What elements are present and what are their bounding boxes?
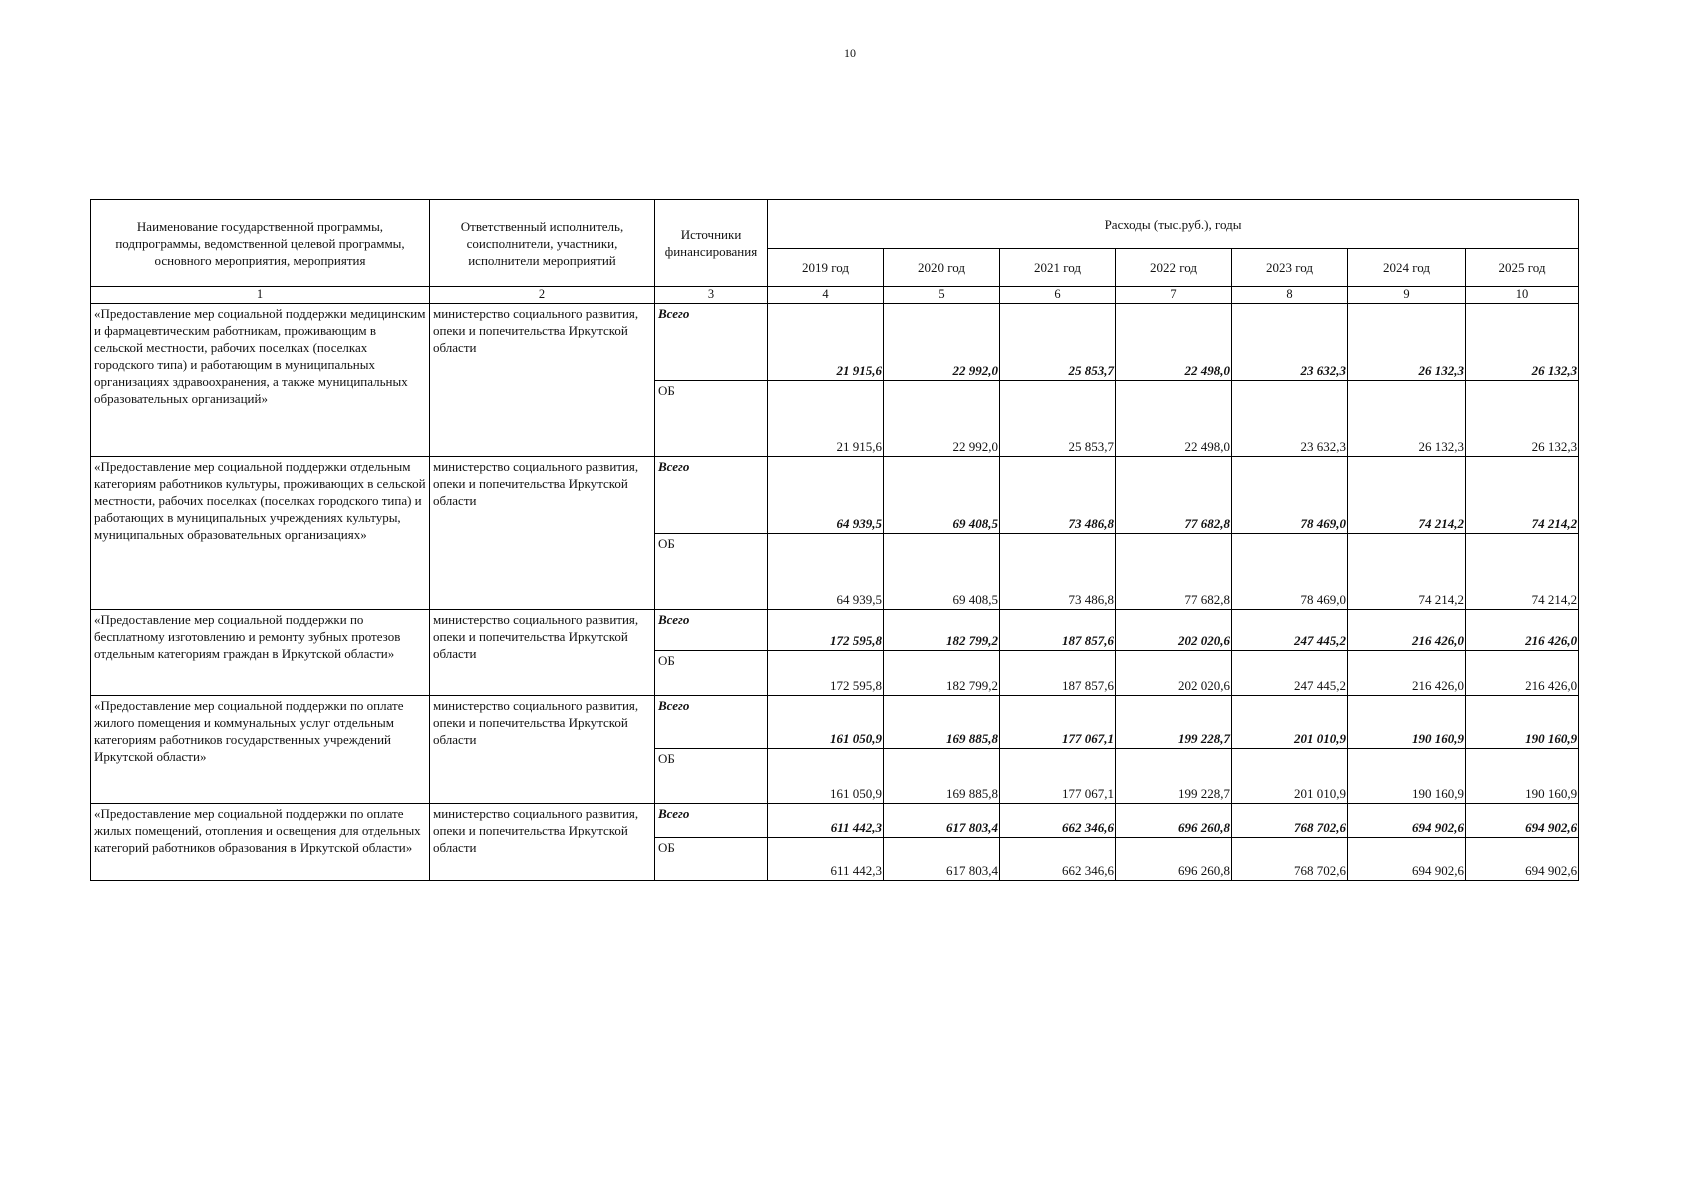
program-row-total [91,696,1579,749]
ob-value: 201 010,9 [1232,749,1348,804]
ob-value: 26 132,3 [1348,381,1466,457]
ob-value: 26 132,3 [1466,381,1579,457]
funding-source-total: Всего [655,804,768,838]
total-value: 172 595,8 [768,610,884,651]
program-row-total [91,804,1579,838]
ob-value: 69 408,5 [884,534,1000,610]
ob-value: 64 939,5 [768,534,884,610]
funding-source-total: Всего [655,610,768,651]
funding-source-total: Всего [655,304,768,381]
program-executor: министерство социального развития, опеки и попечительства Иркутской области [430,457,655,610]
program-name: «Предоставление мер социальной поддержки по бесплатному изготовлению и ремонту зубных протезов отдельным категориям граждан в Иркутской области» [91,610,430,696]
funding-source-total: Всего [655,696,768,749]
ob-value: 182 799,2 [884,651,1000,696]
ob-value: 190 160,9 [1348,749,1466,804]
ob-value: 169 885,8 [884,749,1000,804]
header-year: 2025 год [1466,249,1579,287]
ob-value: 202 020,6 [1116,651,1232,696]
program-name: «Предоставление мер социальной поддержки медицинским и фармацевтическим работникам, проживающим в сельской местности, рабочих поселках (поселках городского типа) и работающим в муниципальных организациях здравоохранения, а также муниципальных образовательных организаций» [91,304,430,457]
column-number: 5 [884,287,1000,304]
header-row [91,200,1579,249]
header-year: 2023 год [1232,249,1348,287]
ob-value: 22 992,0 [884,381,1000,457]
total-value: 169 885,8 [884,696,1000,749]
ob-value: 161 050,9 [768,749,884,804]
ob-value: 23 632,3 [1232,381,1348,457]
total-value: 74 214,2 [1348,457,1466,534]
total-value: 662 346,6 [1000,804,1116,838]
total-value: 64 939,5 [768,457,884,534]
program-name: «Предоставление мер социальной поддержки отдельным категориям работников культуры, проживающих в сельской местности, рабочих поселках (поселках городского типа) и работающих в муниципальных учреждениях культуры, муниципальных образовательных организациях» [91,457,430,610]
header-year: 2024 год [1348,249,1466,287]
ob-value: 662 346,6 [1000,838,1116,881]
total-value: 694 902,6 [1466,804,1579,838]
budget-table [90,199,1579,881]
ob-value: 74 214,2 [1466,534,1579,610]
program-name: «Предоставление мер социальной поддержки по оплате жилых помещений, отопления и освещения для отдельных категорий работников образования в Иркутской области» [91,804,430,881]
column-number: 10 [1466,287,1579,304]
funding-source-ob: ОБ [655,534,768,610]
program-row-total [91,304,1579,381]
ob-value: 617 803,4 [884,838,1000,881]
header-expenses: Расходы (тыс.руб.), годы [768,200,1579,249]
total-value: 74 214,2 [1466,457,1579,534]
program-executor: министерство социального развития, опеки и попечительства Иркутской области [430,804,655,881]
ob-value: 74 214,2 [1348,534,1466,610]
total-value: 199 228,7 [1116,696,1232,749]
funding-source-ob: ОБ [655,381,768,457]
total-value: 694 902,6 [1348,804,1466,838]
total-value: 696 260,8 [1116,804,1232,838]
ob-value: 247 445,2 [1232,651,1348,696]
column-numbers-row [91,287,1579,304]
ob-value: 21 915,6 [768,381,884,457]
column-number: 4 [768,287,884,304]
total-value: 73 486,8 [1000,457,1116,534]
column-number: 6 [1000,287,1116,304]
total-value: 611 442,3 [768,804,884,838]
ob-value: 216 426,0 [1466,651,1579,696]
column-number: 2 [430,287,655,304]
column-number: 3 [655,287,768,304]
program-executor: министерство социального развития, опеки и попечительства Иркутской области [430,696,655,804]
header-year: 2020 год [884,249,1000,287]
header-year: 2022 год [1116,249,1232,287]
total-value: 26 132,3 [1348,304,1466,381]
ob-value: 78 469,0 [1232,534,1348,610]
total-value: 202 020,6 [1116,610,1232,651]
ob-value: 73 486,8 [1000,534,1116,610]
ob-value: 694 902,6 [1466,838,1579,881]
program-row-total [91,610,1579,651]
program-executor: министерство социального развития, опеки и попечительства Иркутской области [430,610,655,696]
total-value: 201 010,9 [1232,696,1348,749]
total-value: 177 067,1 [1000,696,1116,749]
total-value: 25 853,7 [1000,304,1116,381]
ob-value: 199 228,7 [1116,749,1232,804]
ob-value: 190 160,9 [1466,749,1579,804]
total-value: 216 426,0 [1466,610,1579,651]
ob-value: 694 902,6 [1348,838,1466,881]
total-value: 78 469,0 [1232,457,1348,534]
total-value: 23 632,3 [1232,304,1348,381]
program-row-total [91,457,1579,534]
total-value: 216 426,0 [1348,610,1466,651]
header-executor: Ответственный исполнитель, соисполнители, участники, исполнители мероприятий [430,200,655,287]
total-value: 617 803,4 [884,804,1000,838]
header-funding-source: Источники финансирования [655,200,768,287]
header-year: 2021 год [1000,249,1116,287]
total-value: 768 702,6 [1232,804,1348,838]
column-number: 1 [91,287,430,304]
funding-source-ob: ОБ [655,838,768,881]
ob-value: 187 857,6 [1000,651,1116,696]
header-program-name: Наименование государственной программы, подпрограммы, ведомственной целевой программы, основного мероприятия, мероприятия [91,200,430,287]
funding-source-total: Всего [655,457,768,534]
total-value: 21 915,6 [768,304,884,381]
total-value: 22 498,0 [1116,304,1232,381]
total-value: 187 857,6 [1000,610,1116,651]
total-value: 190 160,9 [1348,696,1466,749]
total-value: 161 050,9 [768,696,884,749]
total-value: 77 682,8 [1116,457,1232,534]
funding-source-ob: ОБ [655,651,768,696]
total-value: 190 160,9 [1466,696,1579,749]
funding-source-ob: ОБ [655,749,768,804]
ob-value: 696 260,8 [1116,838,1232,881]
total-value: 22 992,0 [884,304,1000,381]
ob-value: 77 682,8 [1116,534,1232,610]
header-year: 2019 год [768,249,884,287]
total-value: 182 799,2 [884,610,1000,651]
page-number: 10 [844,46,856,60]
column-number: 7 [1116,287,1232,304]
ob-value: 22 498,0 [1116,381,1232,457]
ob-value: 177 067,1 [1000,749,1116,804]
program-name: «Предоставление мер социальной поддержки по оплате жилого помещения и коммунальных услуг отдельным категориям работников государственных учреждений Иркутской области» [91,696,430,804]
column-number: 9 [1348,287,1466,304]
ob-value: 25 853,7 [1000,381,1116,457]
column-number: 8 [1232,287,1348,304]
total-value: 247 445,2 [1232,610,1348,651]
ob-value: 768 702,6 [1232,838,1348,881]
ob-value: 172 595,8 [768,651,884,696]
total-value: 69 408,5 [884,457,1000,534]
ob-value: 611 442,3 [768,838,884,881]
total-value: 26 132,3 [1466,304,1579,381]
ob-value: 216 426,0 [1348,651,1466,696]
program-executor: министерство социального развития, опеки и попечительства Иркутской области [430,304,655,457]
